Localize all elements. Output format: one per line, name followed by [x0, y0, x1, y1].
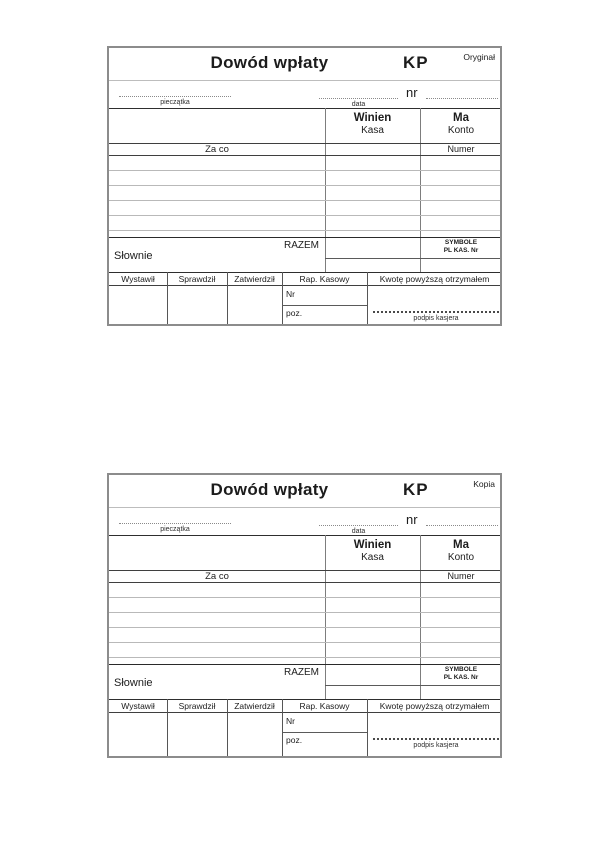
- table-rule: [109, 170, 500, 171]
- total-row-border: [109, 664, 500, 665]
- debit-header: Winien: [353, 539, 392, 551]
- credit-header: Ma: [453, 539, 469, 551]
- stamp-dotted-line: [119, 96, 231, 97]
- amount-received-header: Kwotę powyższą otrzymałem: [379, 274, 490, 284]
- amount-received-header: Kwotę powyższą otrzymałem: [379, 701, 490, 711]
- number-dotted-line: [426, 98, 498, 99]
- table-rule: [109, 230, 500, 231]
- symbols-line1: SYMBOLE: [444, 666, 478, 673]
- symbols-line2: PL KAS. Nr: [443, 247, 479, 254]
- report-position-label: poz.: [286, 735, 303, 745]
- table-rule: [109, 597, 500, 598]
- header-separator-line: [109, 507, 500, 508]
- table-rule: [109, 200, 500, 201]
- form-code-kp: KP: [403, 53, 429, 72]
- table-rule: [109, 642, 500, 643]
- cashier-signature-label: podpis kasjera: [413, 742, 459, 749]
- account-subheader: Konto: [447, 125, 475, 136]
- report-number-label: Nr: [286, 716, 295, 726]
- checked-by-header: Sprawdził: [178, 274, 216, 284]
- payment-receipt-copy: [107, 473, 502, 758]
- in-words-label: Słownie: [114, 250, 153, 262]
- number-label: nr: [406, 512, 418, 527]
- total-row-border: [109, 237, 500, 238]
- total-row-inner-border: [325, 258, 500, 259]
- total-label: RAZEM: [284, 240, 319, 251]
- cashier-signature-line: [373, 727, 499, 740]
- cashier-signature-label: podpis kasjera: [413, 315, 459, 322]
- date-label: data: [351, 101, 366, 108]
- total-label: RAZEM: [284, 667, 319, 678]
- stamp-label: pieczątka: [160, 526, 190, 533]
- form-title: Dowód wpłaty: [210, 480, 329, 499]
- cashier-signature-line: [373, 300, 499, 313]
- approved-by-header: Zatwierdził: [234, 701, 275, 711]
- cash-report-inner-border: [282, 732, 367, 733]
- table-rule: [109, 657, 500, 658]
- form-title: Dowód wpłaty: [210, 53, 329, 72]
- cash-report-header: Rap. Kasowy: [299, 274, 350, 284]
- report-position-label: poz.: [286, 308, 303, 318]
- symbols-line1: SYMBOLE: [444, 239, 478, 246]
- for-what-header: Za co: [205, 143, 229, 155]
- stamp-label: pieczątka: [160, 99, 190, 106]
- credit-header: Ma: [453, 112, 469, 124]
- table-top-border: [109, 535, 500, 536]
- report-number-label: Nr: [286, 289, 295, 299]
- symbols-box: [420, 239, 502, 255]
- form-code-kp: KP: [403, 480, 429, 499]
- header-separator-line: [109, 80, 500, 81]
- number-column-header: Numer: [447, 143, 475, 154]
- zaco-row-border: [109, 155, 500, 156]
- checked-by-header: Sprawdził: [178, 701, 216, 711]
- symbols-box: [420, 666, 502, 682]
- table-rule: [109, 627, 500, 628]
- cash-subheader: Kasa: [361, 552, 384, 563]
- total-row-inner-border: [325, 685, 500, 686]
- approved-by-header: Zatwierdził: [234, 274, 275, 284]
- table-rule: [109, 215, 500, 216]
- debit-header: Winien: [353, 112, 392, 124]
- symbols-line2: PL KAS. Nr: [443, 674, 479, 681]
- date-dotted-line: [319, 525, 398, 526]
- date-label: data: [351, 528, 366, 535]
- payment-receipt-original: [107, 46, 502, 326]
- for-what-header: Za co: [205, 570, 229, 582]
- in-words-label: Słownie: [114, 677, 153, 689]
- table-top-border: [109, 108, 500, 109]
- zaco-row-border: [109, 582, 500, 583]
- date-dotted-line: [319, 98, 398, 99]
- copy-variant-label: Oryginał: [463, 52, 495, 62]
- account-subheader: Konto: [447, 552, 475, 563]
- issued-by-header: Wystawił: [121, 274, 155, 284]
- table-rule: [109, 185, 500, 186]
- number-label: nr: [406, 85, 418, 100]
- cash-report-inner-border: [282, 305, 367, 306]
- copy-variant-label: Kopia: [473, 479, 495, 489]
- table-rule: [109, 612, 500, 613]
- number-column-header: Numer: [447, 570, 475, 581]
- cash-subheader: Kasa: [361, 125, 384, 136]
- stamp-dotted-line: [119, 523, 231, 524]
- issued-by-header: Wystawił: [121, 701, 155, 711]
- number-dotted-line: [426, 525, 498, 526]
- cash-report-header: Rap. Kasowy: [299, 701, 350, 711]
